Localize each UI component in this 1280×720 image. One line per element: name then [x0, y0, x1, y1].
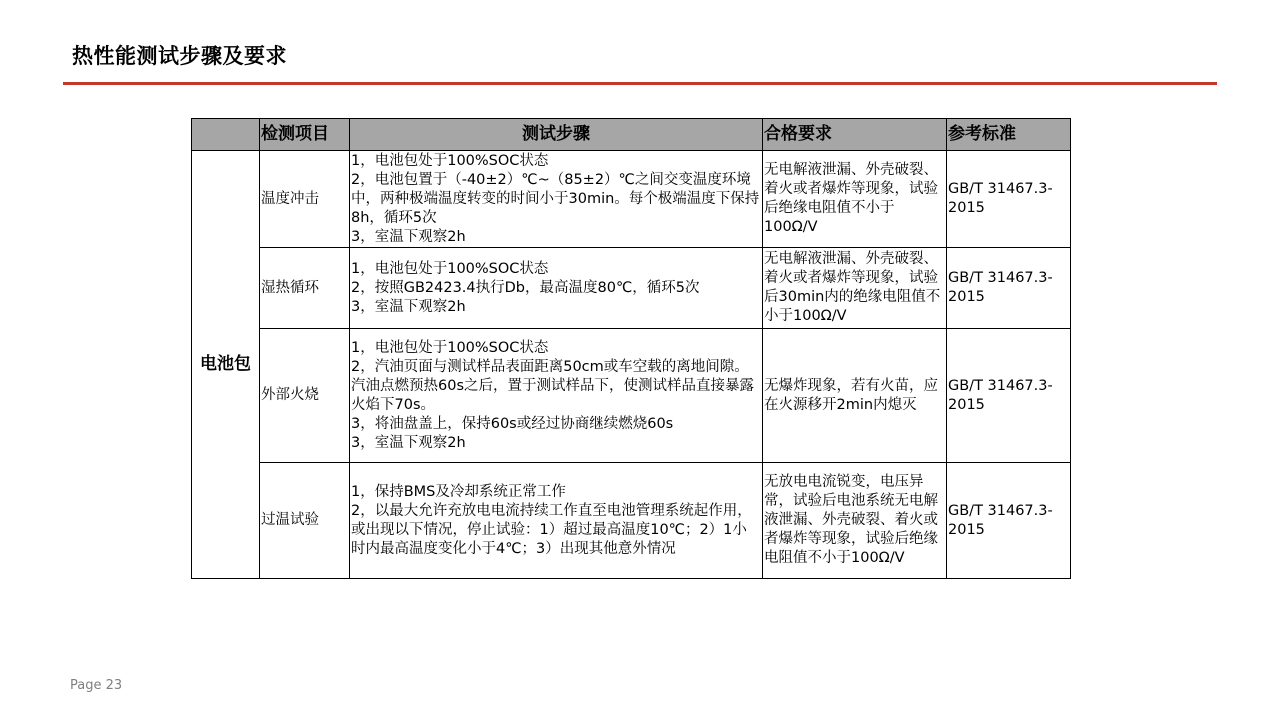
standard-cell: GB/T 31467.3-2015 — [947, 151, 1071, 248]
table-header-row — [192, 119, 1071, 151]
test-item-cell: 过温试验 — [260, 463, 350, 579]
group-label-battery-pack: 电池包 — [192, 151, 260, 579]
requirement-cell: 无爆炸现象，若有火苗，应在火源移开2min内熄灭 — [763, 329, 947, 463]
title-underline — [63, 82, 1217, 85]
header-test-item: 检测项目 — [260, 119, 350, 151]
requirement-cell: 无电解液泄漏、外壳破裂、着火或者爆炸等现象，试验后绝缘电阻值不小于100Ω/V — [763, 151, 947, 248]
requirement-cell: 无电解液泄漏、外壳破裂、着火或者爆炸等现象，试验后30min内的绝缘电阻值不小于100Ω/V — [763, 248, 947, 329]
table-row — [192, 151, 1071, 248]
slide-title: 热性能测试步骤及要求 — [72, 44, 287, 68]
page-number: Page 23 — [70, 678, 123, 693]
test-item-cell: 温度冲击 — [260, 151, 350, 248]
header-reference-standard: 参考标准 — [947, 119, 1071, 151]
test-steps-cell: 1，电池包处于100%SOC状态 2，按照GB2423.4执行Db，最高温度80℃，循环5次 3，室温下观察2h — [350, 248, 763, 329]
header-test-steps: 测试步骤 — [350, 119, 763, 151]
standard-cell: GB/T 31467.3-2015 — [947, 248, 1071, 329]
test-steps-cell: 1，保持BMS及冷却系统正常工作 2，以最大允许充放电电流持续工作直至电池管理系统起作用，或出现以下情况，停止试验：1）超过最高温度10℃；2）1小时内最高温度变化小于4℃；3）出现其他意外情况 — [350, 463, 763, 579]
test-item-cell: 外部火烧 — [260, 329, 350, 463]
table-row — [192, 329, 1071, 463]
test-steps-cell: 1，电池包处于100%SOC状态 2，汽油页面与测试样品表面距离50cm或车空载的离地间隙。汽油点燃预热60s之后，置于测试样品下，使测试样品直接暴露火焰下70s。 3，将油盘盖上，保持60s或经过协商继续燃烧60s 3，室温下观察2h — [350, 329, 763, 463]
table-row — [192, 463, 1071, 579]
test-item-cell: 湿热循环 — [260, 248, 350, 329]
requirement-cell: 无放电电流锐变，电压异常，试验后电池系统无电解液泄漏、外壳破裂、着火或者爆炸等现象，试验后绝缘电阻值不小于100Ω/V — [763, 463, 947, 579]
test-steps-cell: 1，电池包处于100%SOC状态 2，电池包置于（-40±2）℃~（85±2）℃之间交变温度环境中，两种极端温度转变的时间小于30min。每个极端温度下保持8h，循环5次 3，室温下观察2h — [350, 151, 763, 248]
header-blank — [192, 119, 260, 151]
standard-cell: GB/T 31467.3-2015 — [947, 329, 1071, 463]
standard-cell: GB/T 31467.3-2015 — [947, 463, 1071, 579]
thermal-test-table — [191, 118, 1071, 579]
table-row — [192, 248, 1071, 329]
header-requirements: 合格要求 — [763, 119, 947, 151]
